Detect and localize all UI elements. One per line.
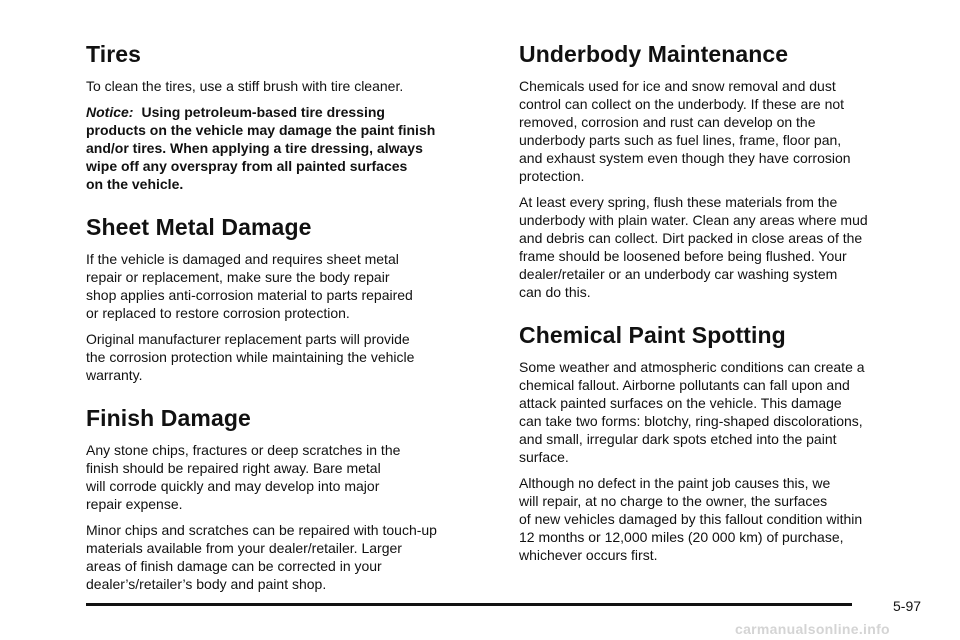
section-sheet-metal	[86, 213, 498, 384]
page-number: 5-97	[893, 598, 922, 614]
footer-rule	[86, 603, 852, 606]
right-column	[519, 40, 931, 584]
heading-chemical-paint: Chemical Paint Spotting	[519, 322, 786, 348]
left-column	[86, 40, 498, 613]
tires-notice	[86, 103, 498, 193]
finish-paragraph-2: Minor chips and scratches can be repaired with touch-up materials available from your dealer/retailer. Larger areas of finish damage can be corrected in your dealer’s/retailer’s body and paint shop.	[86, 522, 437, 592]
notice-text: Using petroleum-based tire dressing products on the vehicle may damage the paint finish and/or tires. When applying a tire dressing, always wipe off any overspray from all painted surfaces on the vehicle.	[86, 104, 436, 192]
section-underbody	[519, 40, 931, 301]
section-finish	[86, 404, 498, 593]
sheet-metal-paragraph-1: If the vehicle is damaged and requires sheet metal repair or replacement, make sure the body repair shop applies anti-corrosion material to parts repaired or replaced to restore corrosion protection.	[86, 251, 413, 321]
chemical-paragraph-2: Although no defect in the paint job causes this, we will repair, at no charge to the owner, the surfaces of new vehicles damaged by this fallout condition within 12 months or 12,000 miles (20 000 km) of purchase, whichever occurs first.	[519, 475, 863, 563]
notice-label: Notice:	[86, 104, 134, 120]
section-tires	[86, 40, 498, 193]
heading-sheet-metal: Sheet Metal Damage	[86, 214, 312, 240]
sheet-metal-paragraph-2: Original manufacturer replacement parts will provide the corrosion protection while maintaining the vehicle warranty.	[86, 331, 415, 383]
chemical-paragraph-1: Some weather and atmospheric conditions can create a chemical fallout. Airborne pollutants can fall upon and attack painted surfaces on the vehicle. This damage can take two forms: blotchy, ring-shaped discolorations, and small, irregular dark spots etched into the paint surface.	[519, 359, 865, 465]
heading-finish: Finish Damage	[86, 405, 251, 431]
underbody-paragraph-1: Chemicals used for ice and snow removal and dust control can collect on the underbody. If these are not removed, corrosion and rust can develop on the underbody parts such as fuel lines, frame, floor pan, and exhaust system even though they have corrosion protection.	[519, 78, 851, 184]
watermark: carmanualsonline.info	[735, 621, 890, 637]
heading-tires: Tires	[86, 41, 142, 67]
heading-underbody: Underbody Maintenance	[519, 41, 789, 67]
tires-paragraph: To clean the tires, use a stiff brush with tire cleaner.	[86, 78, 404, 94]
section-chemical-paint	[519, 321, 931, 564]
finish-paragraph-1: Any stone chips, fractures or deep scratches in the finish should be repaired right away. Bare metal will corrode quickly and may develop into major repair expense.	[86, 442, 401, 512]
underbody-paragraph-2: At least every spring, flush these materials from the underbody with plain water. Clean any areas where mud and debris can collect. Dirt packed in close areas of the frame should be loosened before being flushed. Your dealer/retailer or an underbody car washing system can do this.	[519, 194, 868, 300]
